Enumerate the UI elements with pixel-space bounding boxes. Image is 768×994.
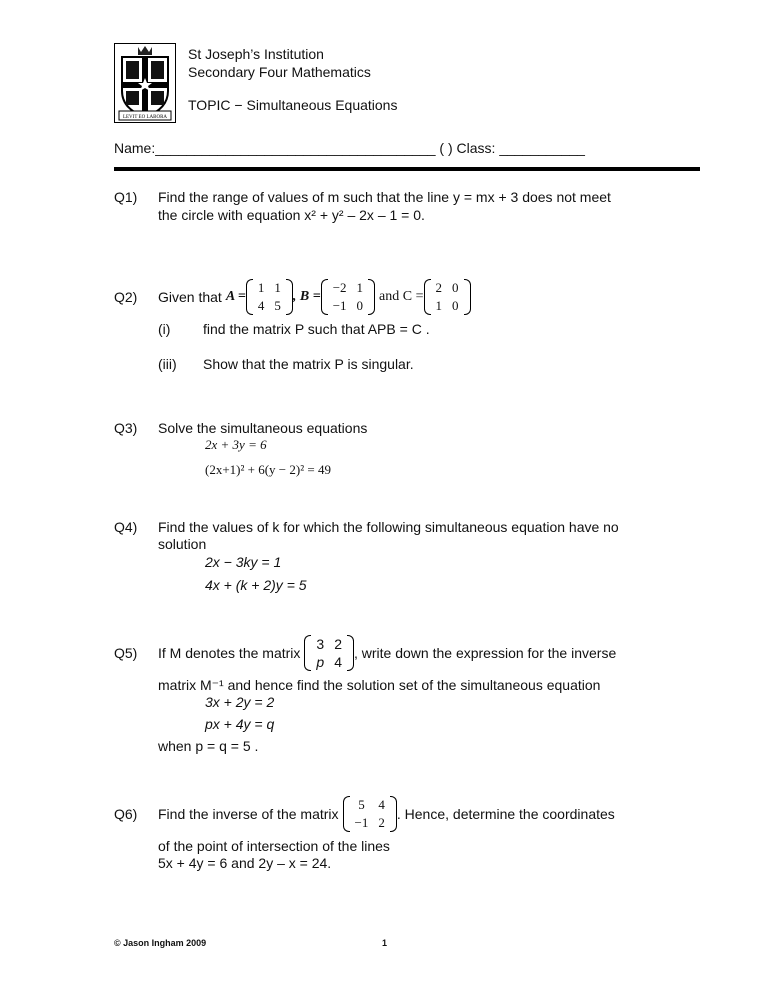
matrix-cell: 2	[435, 280, 442, 295]
footer-page-number: 1	[382, 938, 388, 948]
matrix-cell: 0	[452, 280, 459, 295]
q2-given-text: Given that	[158, 289, 222, 305]
q2-part-iii-number: (iii)	[158, 356, 177, 372]
q5-line2: matrix M⁻¹ and hence find the solution set of the simultaneous equation	[158, 677, 601, 693]
q6-post-text: . Hence, determine the coordinates	[396, 806, 615, 822]
matrix-c	[424, 279, 471, 315]
matrix-cell: 1	[435, 298, 442, 313]
q2-part-iii-text: Show that the matrix P is singular.	[203, 356, 414, 372]
q2-part-i-text: find the matrix P such that APB = C .	[203, 321, 430, 337]
q5-pre-text: If M denotes the matrix	[158, 645, 301, 661]
matrix-cell: 0	[452, 298, 459, 313]
q6-line2: of the point of intersection of the lines	[158, 838, 390, 854]
matrix-cell: 1	[257, 280, 265, 295]
matrix-cell: 2	[378, 815, 385, 830]
q1-line2: the circle with equation x² + y² – 2x – 1 = 0.	[158, 207, 425, 223]
q5-when: when p = q = 5 .	[158, 738, 259, 754]
footer-copyright: © Jason Ingham 2009	[114, 938, 207, 948]
school-crest-logo	[114, 43, 176, 123]
matrix-inverse-target	[343, 796, 397, 832]
q6-pre-text: Find the inverse of the matrix	[158, 806, 339, 822]
q2-a-label: A =	[225, 289, 246, 304]
q6-line3: 5x + 4y = 6 and 2y – x = 24.	[158, 855, 332, 871]
matrix-cell: 4	[378, 797, 385, 812]
q5-equation-1: 3x + 2y = 2	[205, 694, 275, 710]
q1-line1: Find the range of values of m such that the line y = mx + 3 does not meet	[158, 189, 611, 205]
q5-number: Q5)	[114, 645, 138, 661]
matrix-b	[321, 279, 375, 315]
motto-banner-text: LEVIT EO LABORA	[122, 115, 168, 120]
header-divider	[114, 167, 700, 171]
matrix-cell: 4	[257, 298, 265, 313]
name-class-line: Name:____________________________________ ( ) Class: ___________	[114, 140, 585, 156]
topic-title: TOPIC − Simultaneous Equations	[188, 97, 398, 113]
matrix-cell: 1	[274, 280, 281, 295]
q5-line1	[158, 630, 616, 676]
q5-equation-2: px + 4y = q	[205, 716, 275, 732]
q6-number: Q6)	[114, 806, 138, 822]
q2-number: Q2)	[114, 289, 138, 305]
course-name: Secondary Four Mathematics	[188, 64, 371, 80]
matrix-cell: −1	[332, 298, 347, 313]
matrix-cell: 0	[356, 298, 364, 313]
q3-number: Q3)	[114, 420, 138, 436]
q6-line1	[158, 791, 615, 837]
q2-b-label: , B =	[292, 289, 321, 304]
matrix-cell: 4	[334, 654, 342, 670]
matrix-m	[304, 635, 354, 671]
matrix-cell: −1	[354, 815, 369, 830]
q4-equation-2: 4x + (k + 2)y = 5	[205, 577, 307, 593]
matrix-cell: 5	[274, 298, 281, 313]
q2-c-label: and C =	[379, 289, 424, 304]
matrix-cell: 3	[316, 636, 325, 652]
q2-given	[158, 274, 471, 320]
matrix-cell: p	[316, 654, 325, 670]
matrix-cell: −2	[332, 280, 347, 295]
q5-post-text: , write down the expression for the inverse	[354, 645, 617, 661]
q4-equation-1: 2x − 3ky = 1	[205, 554, 282, 570]
q4-line1: Find the values of k for which the following simultaneous equation have no	[158, 519, 619, 535]
q3-equation-2: (2x+1)² + 6(y − 2)² = 49	[205, 462, 331, 477]
matrix-a	[246, 279, 293, 315]
school-name: St Joseph’s Institution	[188, 46, 324, 62]
q3-text: Solve the simultaneous equations	[158, 420, 368, 436]
matrix-cell: 1	[356, 280, 364, 295]
q4-number: Q4)	[114, 519, 138, 535]
q2-part-i-number: (i)	[158, 321, 171, 337]
matrix-cell: 2	[334, 636, 342, 652]
q4-line2: solution	[158, 536, 207, 552]
q1-number: Q1)	[114, 189, 138, 205]
q3-equation-1: 2x + 3y = 6	[205, 437, 267, 452]
matrix-cell: 5	[358, 797, 365, 812]
